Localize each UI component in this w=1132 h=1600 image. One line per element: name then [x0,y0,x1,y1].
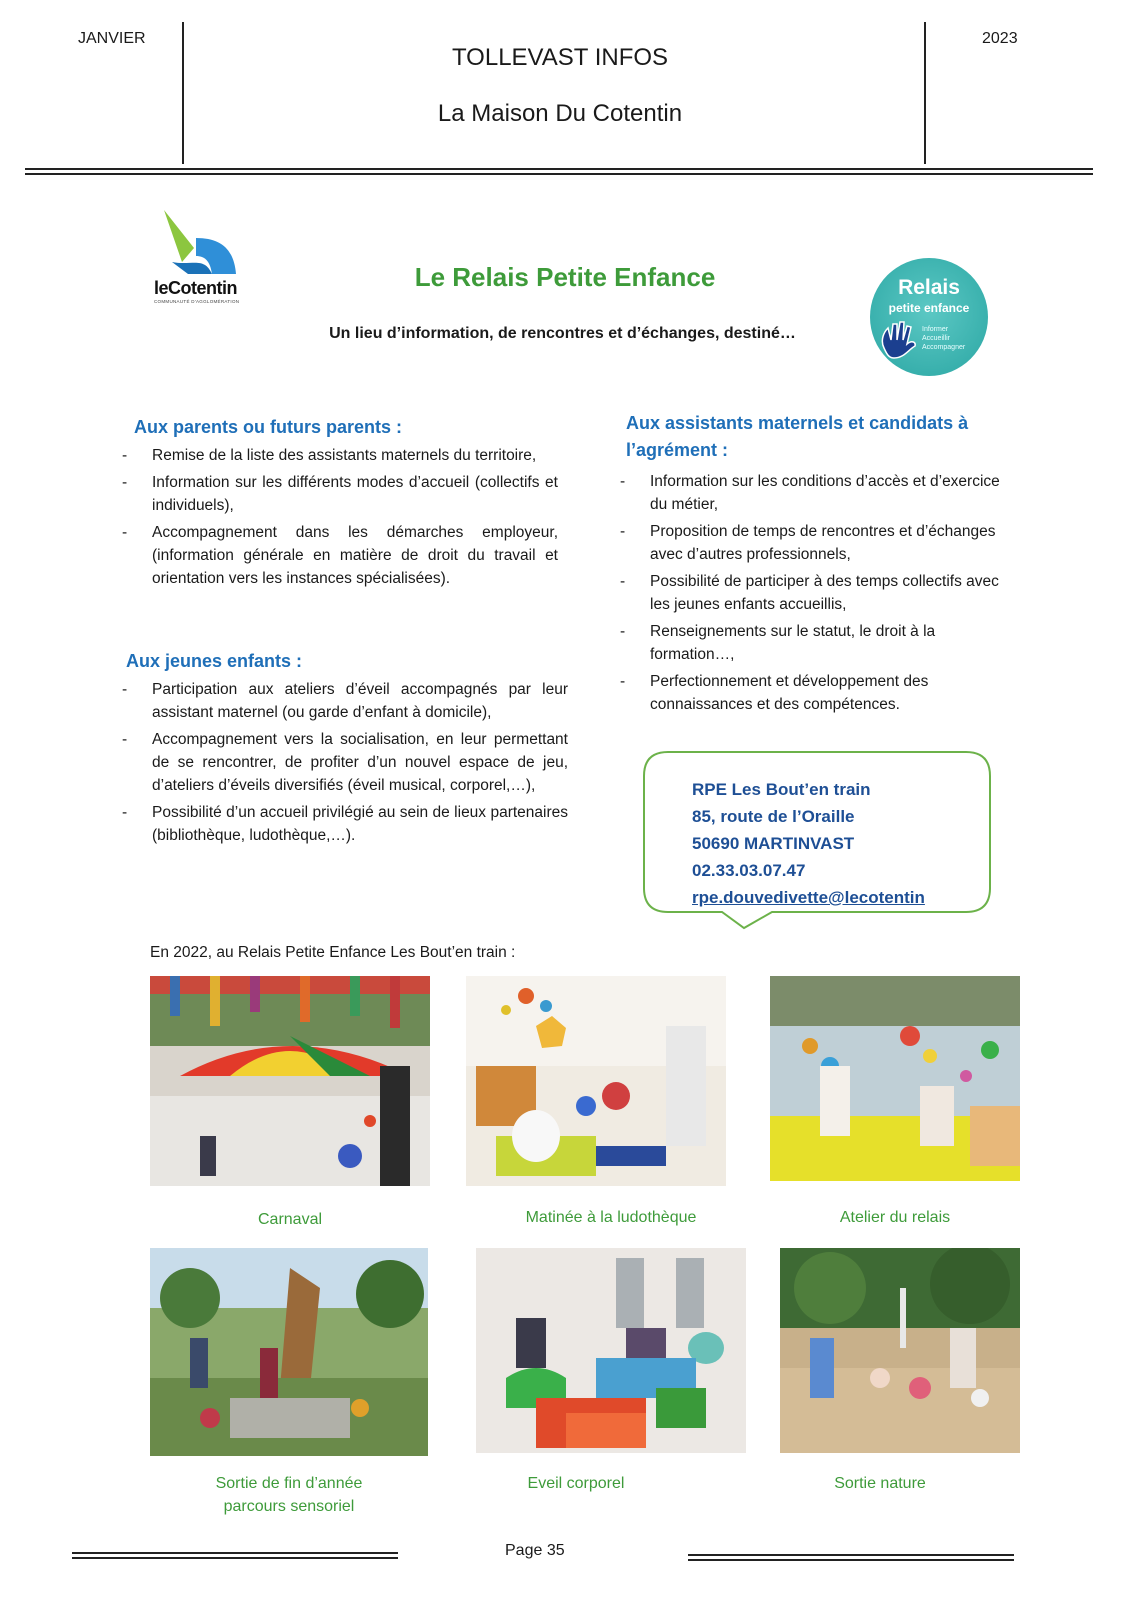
contact-street: 85, route de l’Oraille [692,807,855,826]
list-item: - Renseignements sur le statut, le droit à la formation…, [620,623,936,663]
header-rule-bottom [25,173,1093,175]
heading-enfants: Aux jeunes enfants : [126,651,303,671]
photo-sortie-fin-annee [150,1248,428,1456]
photo-eveil-corporel [476,1248,746,1453]
caption-sortie-fin-annee [150,1472,428,1518]
photos-intro: En 2022, au Relais Petite Enfance Les Bout’en train : [150,944,516,961]
list-item: - Proposition de temps de rencontres et d’échanges avec d’autres professionnels, [620,523,996,563]
hand-icon [878,318,918,360]
caption-eveil-corporel: Eveil corporel [527,1475,625,1492]
list-item: - Perfectionnement et développement des connaissances et des compétences. [620,673,929,713]
relais-logo-title: Relais [898,276,960,299]
list-assistants [620,470,1000,720]
list-item: - Accompagnement dans les démarches employeur, (information générale en matière de droit du travail et orientation vers les instances spécialisées). [122,524,558,587]
list-item: - Information sur les différents modes d’accueil (collectifs et individuels), [122,474,558,514]
photo-sortie-nature [780,1248,1020,1453]
relais-logo-word-2: Accueillir [922,335,951,342]
contact-phone: 02.33.03.07.47 [692,861,806,880]
footer-rule-left-2 [72,1557,398,1559]
list-parents [122,444,558,594]
caption-ludotheque: Matinée à la ludothèque [525,1209,697,1226]
article-subtitle: Un lieu d’information, de rencontres et d’échanges, destiné… [329,325,796,342]
list-item: - Accompagnement vers la socialisation, en leur permettant de se rencontrer, de profiter d’un nouvel espace de jeu, d’ateliers d’éveils diversifiés (éveil musical, corporel,…), [122,731,568,794]
relais-logo-word-1: Informer [922,326,949,333]
list-item: - Possibilité d’un accueil privilégié au sein de lieux partenaires (bibliothèque, ludothèque,…). [122,804,568,844]
relais-logo-word-3: Accompagner [922,344,966,351]
caption-carnaval: Carnaval [257,1211,323,1228]
contact-email-link[interactable]: rpe.douvedivette@lecotentin [692,888,925,907]
heading-parents: Aux parents ou futurs parents : [134,417,403,437]
caption-sortie-nature: Sortie nature [834,1475,926,1492]
newsletter-title: TOLLEVAST INFOS [451,44,669,71]
heading-assistants: Aux assistants maternels et candidats à l’agrément : [626,413,969,460]
footer-rule-left-1 [72,1552,398,1554]
photo-ludotheque [466,976,726,1186]
contact-name: RPE Les Bout’en train [692,780,871,799]
cotentin-logo-tagline: COMMUNAUTÉ D'AGGLOMÉRATION [154,299,240,304]
caption-line: parcours sensoriel [223,1498,355,1515]
page-number: Page 35 [505,1542,565,1559]
header-divider-left [182,22,184,164]
article-title: Le Relais Petite Enfance [414,262,716,292]
list-enfants [122,678,568,851]
list-item: - Remise de la liste des assistants maternels du territoire, [122,447,537,464]
newsletter-subtitle: La Maison Du Cotentin [437,100,683,127]
photo-atelier [770,976,1020,1181]
footer-rule-right-2 [688,1559,1014,1561]
list-item: - Information sur les conditions d’accès et d’exercice du métier, [620,473,1000,513]
header-month: JANVIER [78,30,146,47]
header-year: 2023 [982,30,1018,47]
footer-rule-right-1 [688,1554,1014,1556]
contact-city: 50690 MARTINVAST [692,834,855,853]
contact-block [692,776,925,911]
header-rule-top [25,168,1093,170]
list-item: - Possibilité de participer à des temps collectifs avec les jeunes enfants accueillis, [620,573,999,613]
caption-line: Sortie de fin d’année [215,1475,363,1492]
list-item: - Participation aux ateliers d’éveil accompagnés par leur assistant maternel (ou garde d’enfant à domicile), [122,681,568,721]
caption-atelier: Atelier du relais [839,1209,951,1226]
relais-logo-subtitle: petite enfance [888,301,970,315]
cotentin-logo-text: leCotentin [154,278,237,298]
photo-carnaval [150,976,430,1186]
